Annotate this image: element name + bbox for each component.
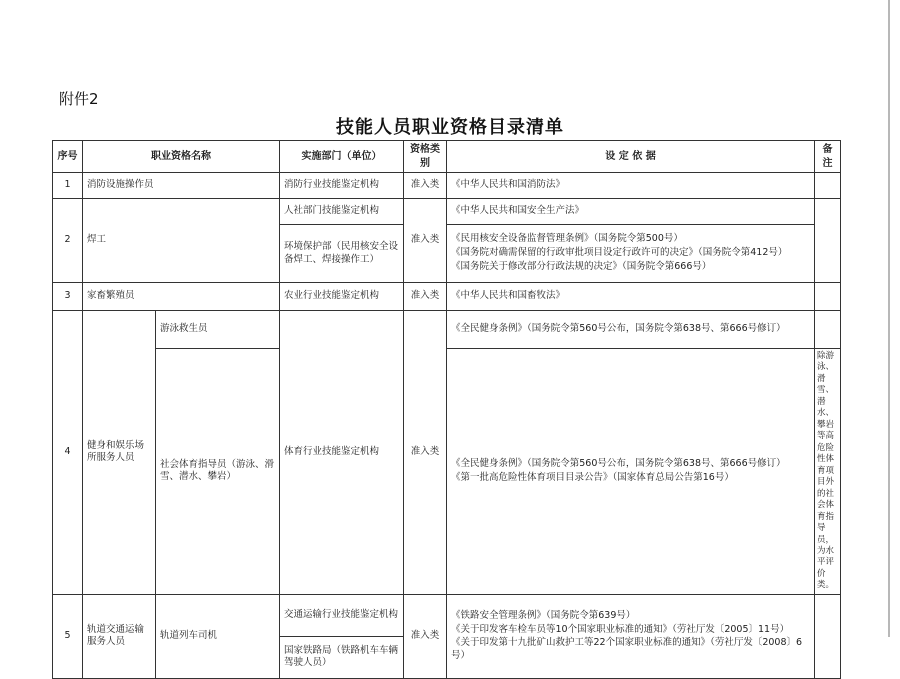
row-dept: 环境保护部（民用核安全设备焊工、焊接操作工） xyxy=(280,225,404,283)
row-basis xyxy=(447,283,815,311)
basis-item: 《关于印发客车检车员等10个国家职业标准的通知》（劳社厅发〔2005〕11号） xyxy=(451,623,790,635)
basis-item: 《第一批高危险性体育项目目录公告》（国家体育总局公告第16号） xyxy=(451,471,734,483)
row-name: 健身和娱乐场所服务人员 xyxy=(83,311,156,595)
scan-edge xyxy=(888,0,890,637)
basis-item: 《国务院对确需保留的行政审批项目设定行政许可的决定》（国务院令第412号） xyxy=(451,247,788,259)
row-remark: 除游泳、滑雪、潜水、攀岩等高危险性体育项目外的社会体育指导员，为水平评价类。 xyxy=(815,349,841,595)
row-remark xyxy=(815,199,841,283)
row-subname: 游泳救生员 xyxy=(156,311,280,349)
basis-item: 《全民健身条例》（国务院令第560号公布，国务院令第638号、第666号修订） xyxy=(451,323,786,335)
table-row xyxy=(53,173,841,199)
row-category: 准入类 xyxy=(404,311,447,595)
row-category: 准入类 xyxy=(404,283,447,311)
row-seq: 4 xyxy=(53,311,83,595)
basis-item: 《中华人民共和国消防法》 xyxy=(451,179,566,191)
row-basis xyxy=(447,225,815,283)
row-subname: 轨道列车司机 xyxy=(156,594,280,678)
row-subname: 社会体育指导员（游泳、滑雪、潜水、攀岩） xyxy=(156,349,280,595)
row-dept: 农业行业技能鉴定机构 xyxy=(280,283,404,311)
row-seq: 1 xyxy=(53,173,83,199)
table-row xyxy=(53,349,841,595)
row-remark xyxy=(815,173,841,199)
row-name: 消防设施操作员 xyxy=(83,173,280,199)
row-name: 焊工 xyxy=(83,199,280,283)
row-name: 家畜繁殖员 xyxy=(83,283,280,311)
header-seq: 序号 xyxy=(53,141,83,173)
table-header-row xyxy=(53,141,841,173)
row-category: 准入类 xyxy=(404,173,447,199)
row-name: 轨道交通运输服务人员 xyxy=(83,594,156,678)
row-basis xyxy=(447,173,815,199)
row-dept: 交通运输行业技能鉴定机构 xyxy=(280,594,404,636)
row-seq: 5 xyxy=(53,594,83,678)
table-row xyxy=(53,311,841,349)
row-dept: 消防行业技能鉴定机构 xyxy=(280,173,404,199)
row-dept: 体育行业技能鉴定机构 xyxy=(280,311,404,595)
row-category: 准入类 xyxy=(404,199,447,283)
basis-item: 《全民健身条例》（国务院令第560号公布，国务院令第638号、第666号修订） xyxy=(451,458,786,470)
header-name: 职业资格名称 xyxy=(83,141,280,173)
row-seq: 2 xyxy=(53,199,83,283)
header-category: 资格类别 xyxy=(404,141,447,173)
row-basis xyxy=(447,594,815,678)
row-dept: 国家铁路局（铁路机车车辆驾驶人员） xyxy=(280,636,404,678)
attachment-label: 附件2 xyxy=(59,90,99,108)
document-title: 技能人员职业资格目录清单 xyxy=(336,117,564,138)
table-row xyxy=(53,199,841,225)
row-dept: 人社部门技能鉴定机构 xyxy=(280,199,404,225)
qualification-table xyxy=(52,140,841,679)
header-remark: 备注 xyxy=(815,141,841,173)
table-row xyxy=(53,283,841,311)
basis-item: 《关于印发第十九批矿山救护工等22个国家职业标准的通知》（劳社厅发〔2008〕6号） xyxy=(451,637,803,662)
row-remark xyxy=(815,594,841,678)
basis-item: 《民用核安全设备监督管理条例》（国务院令第500号） xyxy=(451,233,683,245)
row-basis xyxy=(447,349,815,595)
header-basis: 设 定 依 据 xyxy=(447,141,815,173)
row-remark xyxy=(815,283,841,311)
basis-item: 《国务院关于修改部分行政法规的决定》（国务院令第666号） xyxy=(451,260,712,272)
header-dept: 实施部门（单位） xyxy=(280,141,404,173)
row-category: 准入类 xyxy=(404,594,447,678)
row-basis xyxy=(447,311,815,349)
basis-item: 《中华人民共和国畜牧法》 xyxy=(451,290,566,302)
row-seq: 3 xyxy=(53,283,83,311)
row-basis xyxy=(447,199,815,225)
table-row xyxy=(53,594,841,636)
row-remark xyxy=(815,311,841,349)
basis-item: 《中华人民共和国安全生产法》 xyxy=(451,205,585,217)
basis-item: 《铁路安全管理条例》（国务院令第639号） xyxy=(451,609,636,621)
